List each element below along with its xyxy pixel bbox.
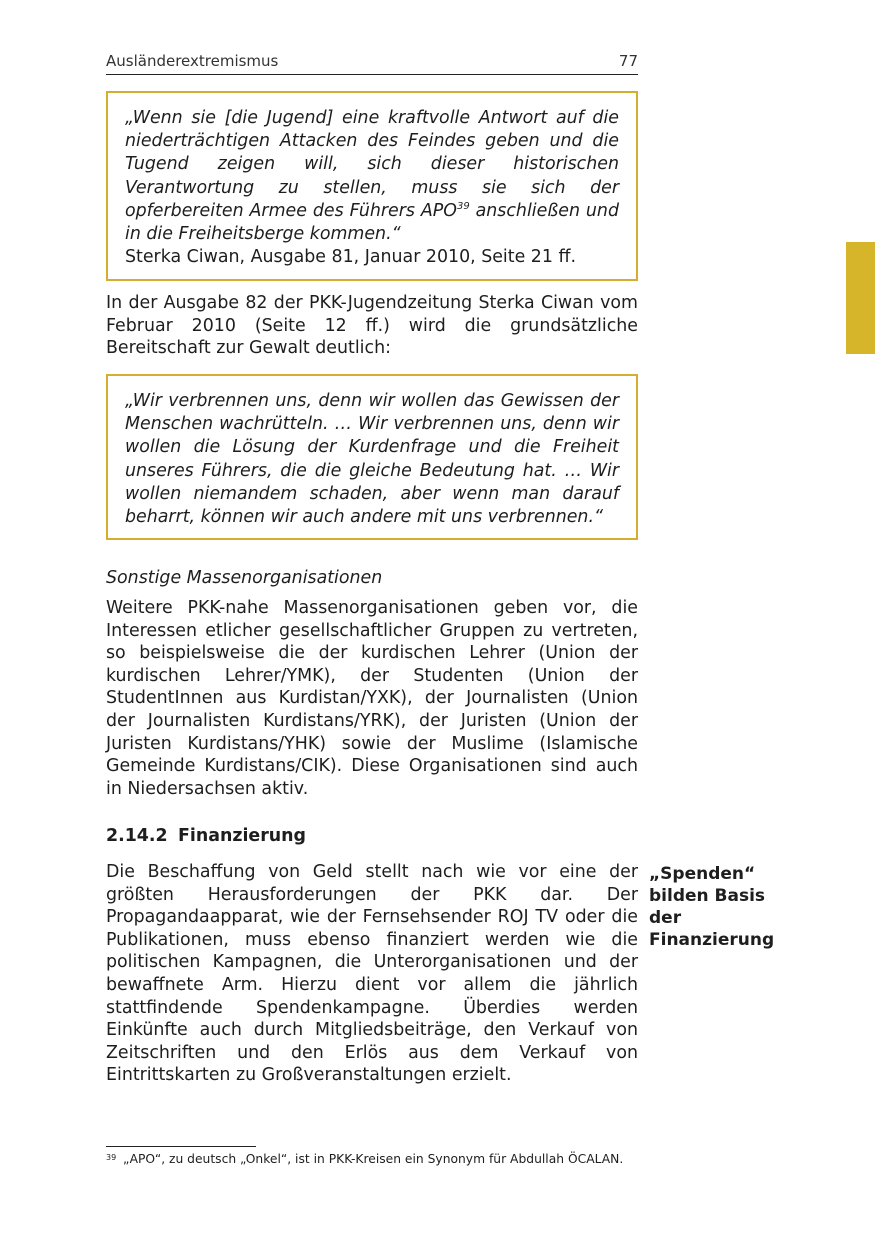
margin-note: „Spenden“ bilden Basis der Finanzierung: [649, 864, 775, 950]
header-title: Ausländerextremismus: [106, 52, 279, 70]
running-header: [106, 50, 638, 75]
page-number: 77: [618, 52, 638, 70]
chapter-tab-marker: [846, 242, 875, 354]
paragraph-1: In der Ausgabe 82 der PKK-Jugendzeitung Sterka Ciwan vom Februar 2010 (Seite 12 ff.) wird die grundsätzliche Bereitschaft zur Gewalt deutlich:: [106, 293, 638, 359]
section-heading: [106, 826, 306, 846]
paragraph-2: Weitere PKK-nahe Massenorganisationen geben vor, die Interessen etlicher gesellschaftlicher Gruppen zu vertreten, so beispielsweise die der kurdischen Lehrer (Union der kurdischen Lehrer/YMK), der Studenten (Union der StudentInnen aus Kurdistan/YXK), der Journalisten (Union der Journalisten Kurdistans/YRK), der Juristen (Union der Juristen Kurdistans/YHK) sowie der Muslime (Islamische Gemeinde Kurdistans/CIK). Diese Organisationen sind auch in Niedersachsen aktiv.: [106, 598, 638, 799]
footnote-divider: [106, 1146, 256, 1147]
footnote-reference: 39: [456, 201, 470, 213]
paragraph-3: Die Beschaffung von Geld stellt nach wie vor eine der größten Herausforderungen der PKK dar. Der Propagandaapparat, wie der Fernsehsender ROJ TV oder die Publikationen, muss ebenso finanziert werden wie die politischen Kampagnen, die Unterorganisationen und der bewaffnete Arm. Hierzu dient vor allem die jährlich stattfindende Spendenkampagne. Überdies werden Einkünfte auch durch Mitgliedsbeiträge, den Verkauf von Zeitschriften und den Erlös aus dem Verkauf von Eintrittskarten zu Großveranstaltungen erzielt.: [106, 862, 638, 1086]
quote-2-text: „Wir verbrennen uns, denn wir wollen das Gewissen der Menschen wachrütteln. … Wir verbrennen uns, denn wir wollen die Lösung der Kurdenfrage und die Freiheit unseres Führers, die die gleiche Bedeutung hat. … Wir wollen niemandem schaden, aber wenn man darauf beharrt, können wir auch andere mit uns verbrennen.“: [125, 391, 619, 528]
quote-1-text: „Wenn sie [die Jugend] eine kraftvolle Antwort auf die niederträchtigen Attacken des Feindes geben und die Tugend zeigen will, sich dieser historischen Verantwortung zu stellen, muss sie sich der opferbereiten Armee des Führers APO$^{39}$ anschließen und in die Freiheitsberge kommen.“: [125, 108, 619, 245]
subheading-massenorganisationen: Sonstige Massenorganisationen: [106, 568, 383, 588]
section-title: Finanzierung: [178, 826, 307, 846]
section-number: 2.14.2: [106, 826, 168, 846]
quote-box-1: [106, 91, 638, 281]
footnote-text: „APO“, zu deutsch „Onkel“, ist in PKK-Kreisen ein Synonym für Abdullah ÖCALAN.: [123, 1152, 624, 1166]
footnote-39: [106, 1151, 638, 1167]
quote-1-source: Sterka Ciwan, Ausgabe 81, Januar 2010, Seite 21 ff.: [125, 247, 576, 268]
quote-box-2: [106, 374, 638, 540]
footnote-number: 39: [106, 1153, 117, 1162]
